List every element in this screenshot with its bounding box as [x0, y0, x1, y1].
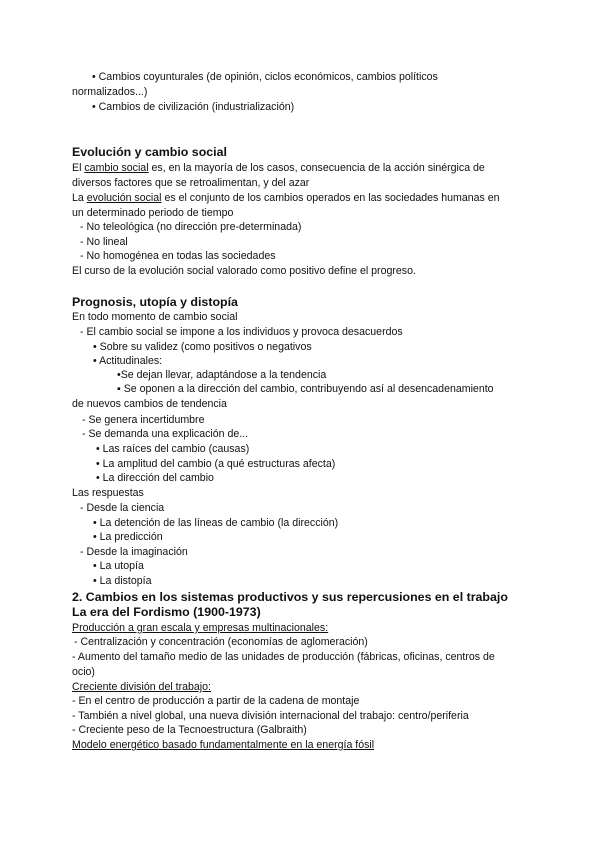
list-item: - Aumento del tamaño medio de las unidades de producción (fábricas, oficinas, centros de	[72, 651, 495, 663]
topic-produccion: Producción a gran escala y empresas multinacionales:	[72, 622, 329, 634]
paragraph-evolucion-social: La evolución social es el conjunto de los cambios operados en las sociedades humanas en	[72, 192, 500, 204]
list-item-cont: ocio)	[72, 666, 95, 678]
list-item: • La utopía	[93, 560, 144, 572]
list-item: • Sobre su validez (como positivos o negativos	[93, 341, 312, 353]
list-item: • Las raíces del cambio (causas)	[96, 443, 250, 455]
list-item: - No lineal	[80, 236, 128, 248]
paragraph-progreso: El curso de la evolución social valorado como positivo define el progreso.	[72, 265, 416, 277]
intro-bullet-1: • Cambios coyunturales (de opinión, ciclos económicos, cambios políticos	[92, 71, 438, 83]
section-heading-evolucion: Evolución y cambio social	[72, 145, 227, 159]
paragraph-cambio-social: El cambio social es, en la mayoría de los casos, consecuencia de la acción sinérgica de	[72, 162, 485, 174]
paragraph-evolucion-social-cont: un determinado periodo de tiempo	[72, 207, 234, 219]
list-item: - Se demanda una explicación de...	[82, 428, 249, 440]
list-item: • Actitudinales:	[93, 355, 163, 367]
text-line: Las respuestas	[72, 487, 144, 499]
list-item: • La detención de las líneas de cambio (la dirección)	[93, 517, 339, 529]
text-line: En todo momento de cambio social	[72, 311, 238, 323]
section-heading-prognosis: Prognosis, utopía y distopía	[72, 295, 238, 309]
text-line: de nuevos cambios de tendencia	[72, 398, 227, 410]
list-item: - También a nivel global, una nueva división internacional del trabajo: centro/periferia	[72, 710, 469, 722]
list-item: • La dirección del cambio	[96, 472, 214, 484]
intro-bullet-1-cont: normalizados...)	[72, 86, 148, 98]
term-cambio-social: cambio social	[84, 162, 149, 174]
list-item: - Se genera incertidumbre	[82, 414, 205, 426]
list-item: • La predicción	[93, 531, 163, 543]
list-item: •Se dejan llevar, adaptándose a la tendencia	[117, 369, 327, 381]
term-evolucion-social: evolución social	[86, 192, 162, 204]
list-item: ▪ Se oponen a la dirección del cambio, contribuyendo así al desencadenamiento	[117, 383, 494, 395]
list-item: - Desde la ciencia	[80, 502, 165, 514]
topic-division-trabajo: Creciente división del trabajo:	[72, 681, 211, 693]
intro-bullet-2: • Cambios de civilización (industrialización)	[92, 101, 295, 113]
subheading-fordismo: La era del Fordismo (1900-1973)	[72, 605, 261, 619]
topic-modelo-energetico: Modelo energético basado fundamentalmente en la energía fósil	[72, 739, 375, 751]
list-item: - En el centro de producción a partir de la cadena de montaje	[72, 695, 360, 707]
list-item: • La distopía	[93, 575, 152, 587]
list-item: - Centralización y concentración (economías de aglomeración)	[74, 636, 368, 648]
list-item: - No homogénea en todas las sociedades	[80, 250, 276, 262]
list-item: - El cambio social se impone a los individuos y provoca desacuerdos	[80, 326, 403, 338]
list-item: • La amplitud del cambio (a qué estructuras afecta)	[96, 458, 336, 470]
list-item: - Creciente peso de la Tecnoestructura (Galbraith)	[72, 724, 307, 736]
section-heading-cambios-sistemas: 2. Cambios en los sistemas productivos y sus repercusiones en el trabajo	[72, 590, 508, 604]
list-item: - No teleológica (no dirección pre-determinada)	[80, 221, 302, 233]
paragraph-cambio-social-cont: diversos factores que se retroalimentan, y del azar	[72, 177, 310, 189]
list-item: - Desde la imaginación	[80, 546, 188, 558]
